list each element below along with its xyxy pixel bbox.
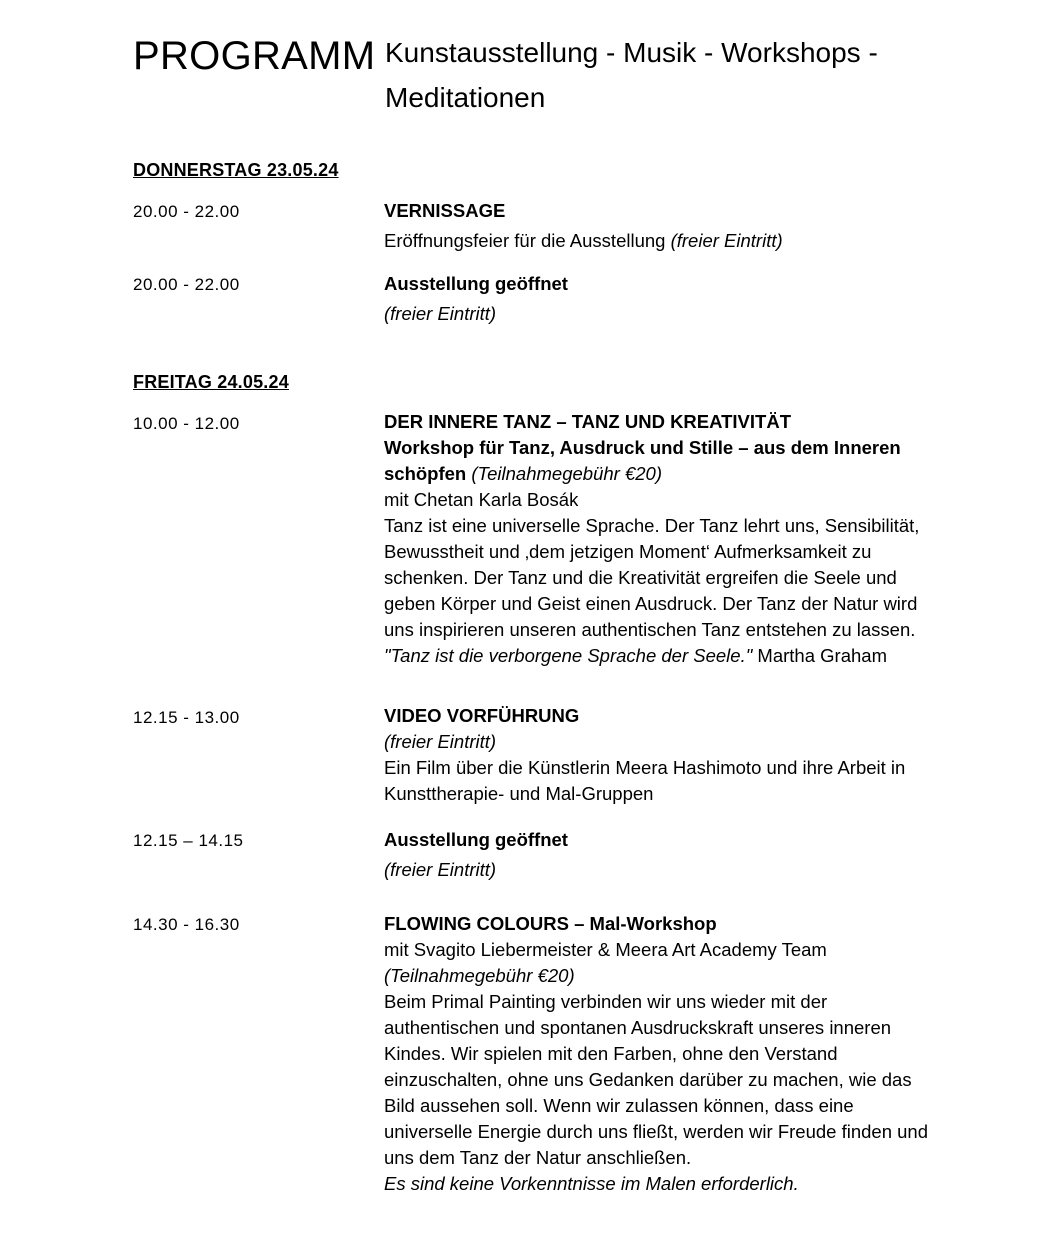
day-heading-thursday: DONNERSTAG 23.05.24	[133, 160, 339, 180]
event-quote	[384, 643, 932, 669]
event-time: 14.30 - 16.30	[133, 915, 240, 934]
event-fee: (Teilnahmegebühr €20)	[466, 463, 662, 484]
event-video-screening	[384, 703, 932, 807]
event-desc-text: Eröffnungsfeier für die Ausstellung	[384, 230, 671, 251]
event-subtitle-text: Workshop für Tanz, Ausdruck und Stille – aus dem Inneren schöpfen	[384, 437, 901, 484]
page-subtitle	[385, 30, 925, 120]
event-footer-note: Es sind keine Vorkenntnisse im Malen erforderlich.	[384, 1173, 799, 1194]
event-subtitle	[384, 435, 932, 487]
event-description	[384, 228, 932, 254]
event-exhibition-friday	[384, 827, 932, 883]
event-description: Beim Primal Painting verbinden wir uns wieder mit der authentischen und spontanen Ausdruckskraft unseres inneren Kindes. Wir spielen mit den Farben, ohne den Verstand einzuschalten, ohne uns Gedanken darüber zu machen, wie das Bild aussehen soll. Wenn wir zulassen können, dass eine universelle Energie durch uns fließt, werden wir Freude finden und uns dem Tanz der Natur anschließen.	[384, 991, 928, 1168]
event-host: mit Svagito Liebermeister & Meera Art Academy Team	[384, 939, 827, 960]
event-title: VERNISSAGE	[384, 200, 506, 221]
event-title: FLOWING COLOURS – Mal-Workshop	[384, 913, 717, 934]
event-time: 12.15 – 14.15	[133, 831, 244, 850]
event-title: Ausstellung geöffnet	[384, 829, 568, 850]
day-heading-friday: FREITAG 24.05.24	[133, 372, 289, 392]
event-time: 10.00 - 12.00	[133, 414, 240, 433]
event-vernissage	[384, 198, 932, 254]
event-exhibition-thursday	[384, 271, 932, 327]
event-title: VIDEO VORFÜHRUNG	[384, 705, 580, 726]
event-fee: (Teilnahmegebühr €20)	[384, 965, 575, 986]
event-title: Ausstellung geöffnet	[384, 273, 568, 294]
event-dance-workshop	[384, 409, 932, 669]
event-note: (freier Eintritt)	[670, 230, 783, 251]
event-host: mit Chetan Karla Bosák	[384, 489, 579, 510]
event-note: (freier Eintritt)	[384, 303, 497, 324]
quote-author: Martha Graham	[752, 645, 887, 666]
event-time: 12.15 - 13.00	[133, 708, 240, 727]
event-time: 20.00 - 22.00	[133, 202, 240, 221]
page-title: PROGRAMM	[133, 34, 376, 78]
event-title: DER INNERE TANZ – TANZ UND KREATIVITÄT	[384, 411, 791, 432]
event-description: Tanz ist eine universelle Sprache. Der Tanz lehrt uns, Sensibilität, Bewusstheit und ‚dem jetzigen Moment‘ Aufmerksamkeit zu schenken. Der Tanz und die Kreativität ergreifen die Seele und geben Körper und Geist einen Ausdruck. Der Tanz der Natur wird uns inspirieren unseren authentischen Tanz entstehen zu lassen.	[384, 515, 920, 640]
event-note: (freier Eintritt)	[384, 731, 497, 752]
subtitle-line-2: Meditationen	[385, 82, 546, 113]
quote-text: "Tanz ist die verborgene Sprache der Seele."	[384, 645, 753, 666]
event-note: (freier Eintritt)	[384, 859, 497, 880]
event-description: Ein Film über die Künstlerin Meera Hashimoto und ihre Arbeit in Kunsttherapie- und Mal-Gruppen	[384, 757, 906, 804]
event-time: 20.00 - 22.00	[133, 275, 240, 294]
subtitle-line-1: Kunstausstellung - Musik - Workshops -	[385, 37, 878, 68]
event-painting-workshop	[384, 911, 932, 1197]
